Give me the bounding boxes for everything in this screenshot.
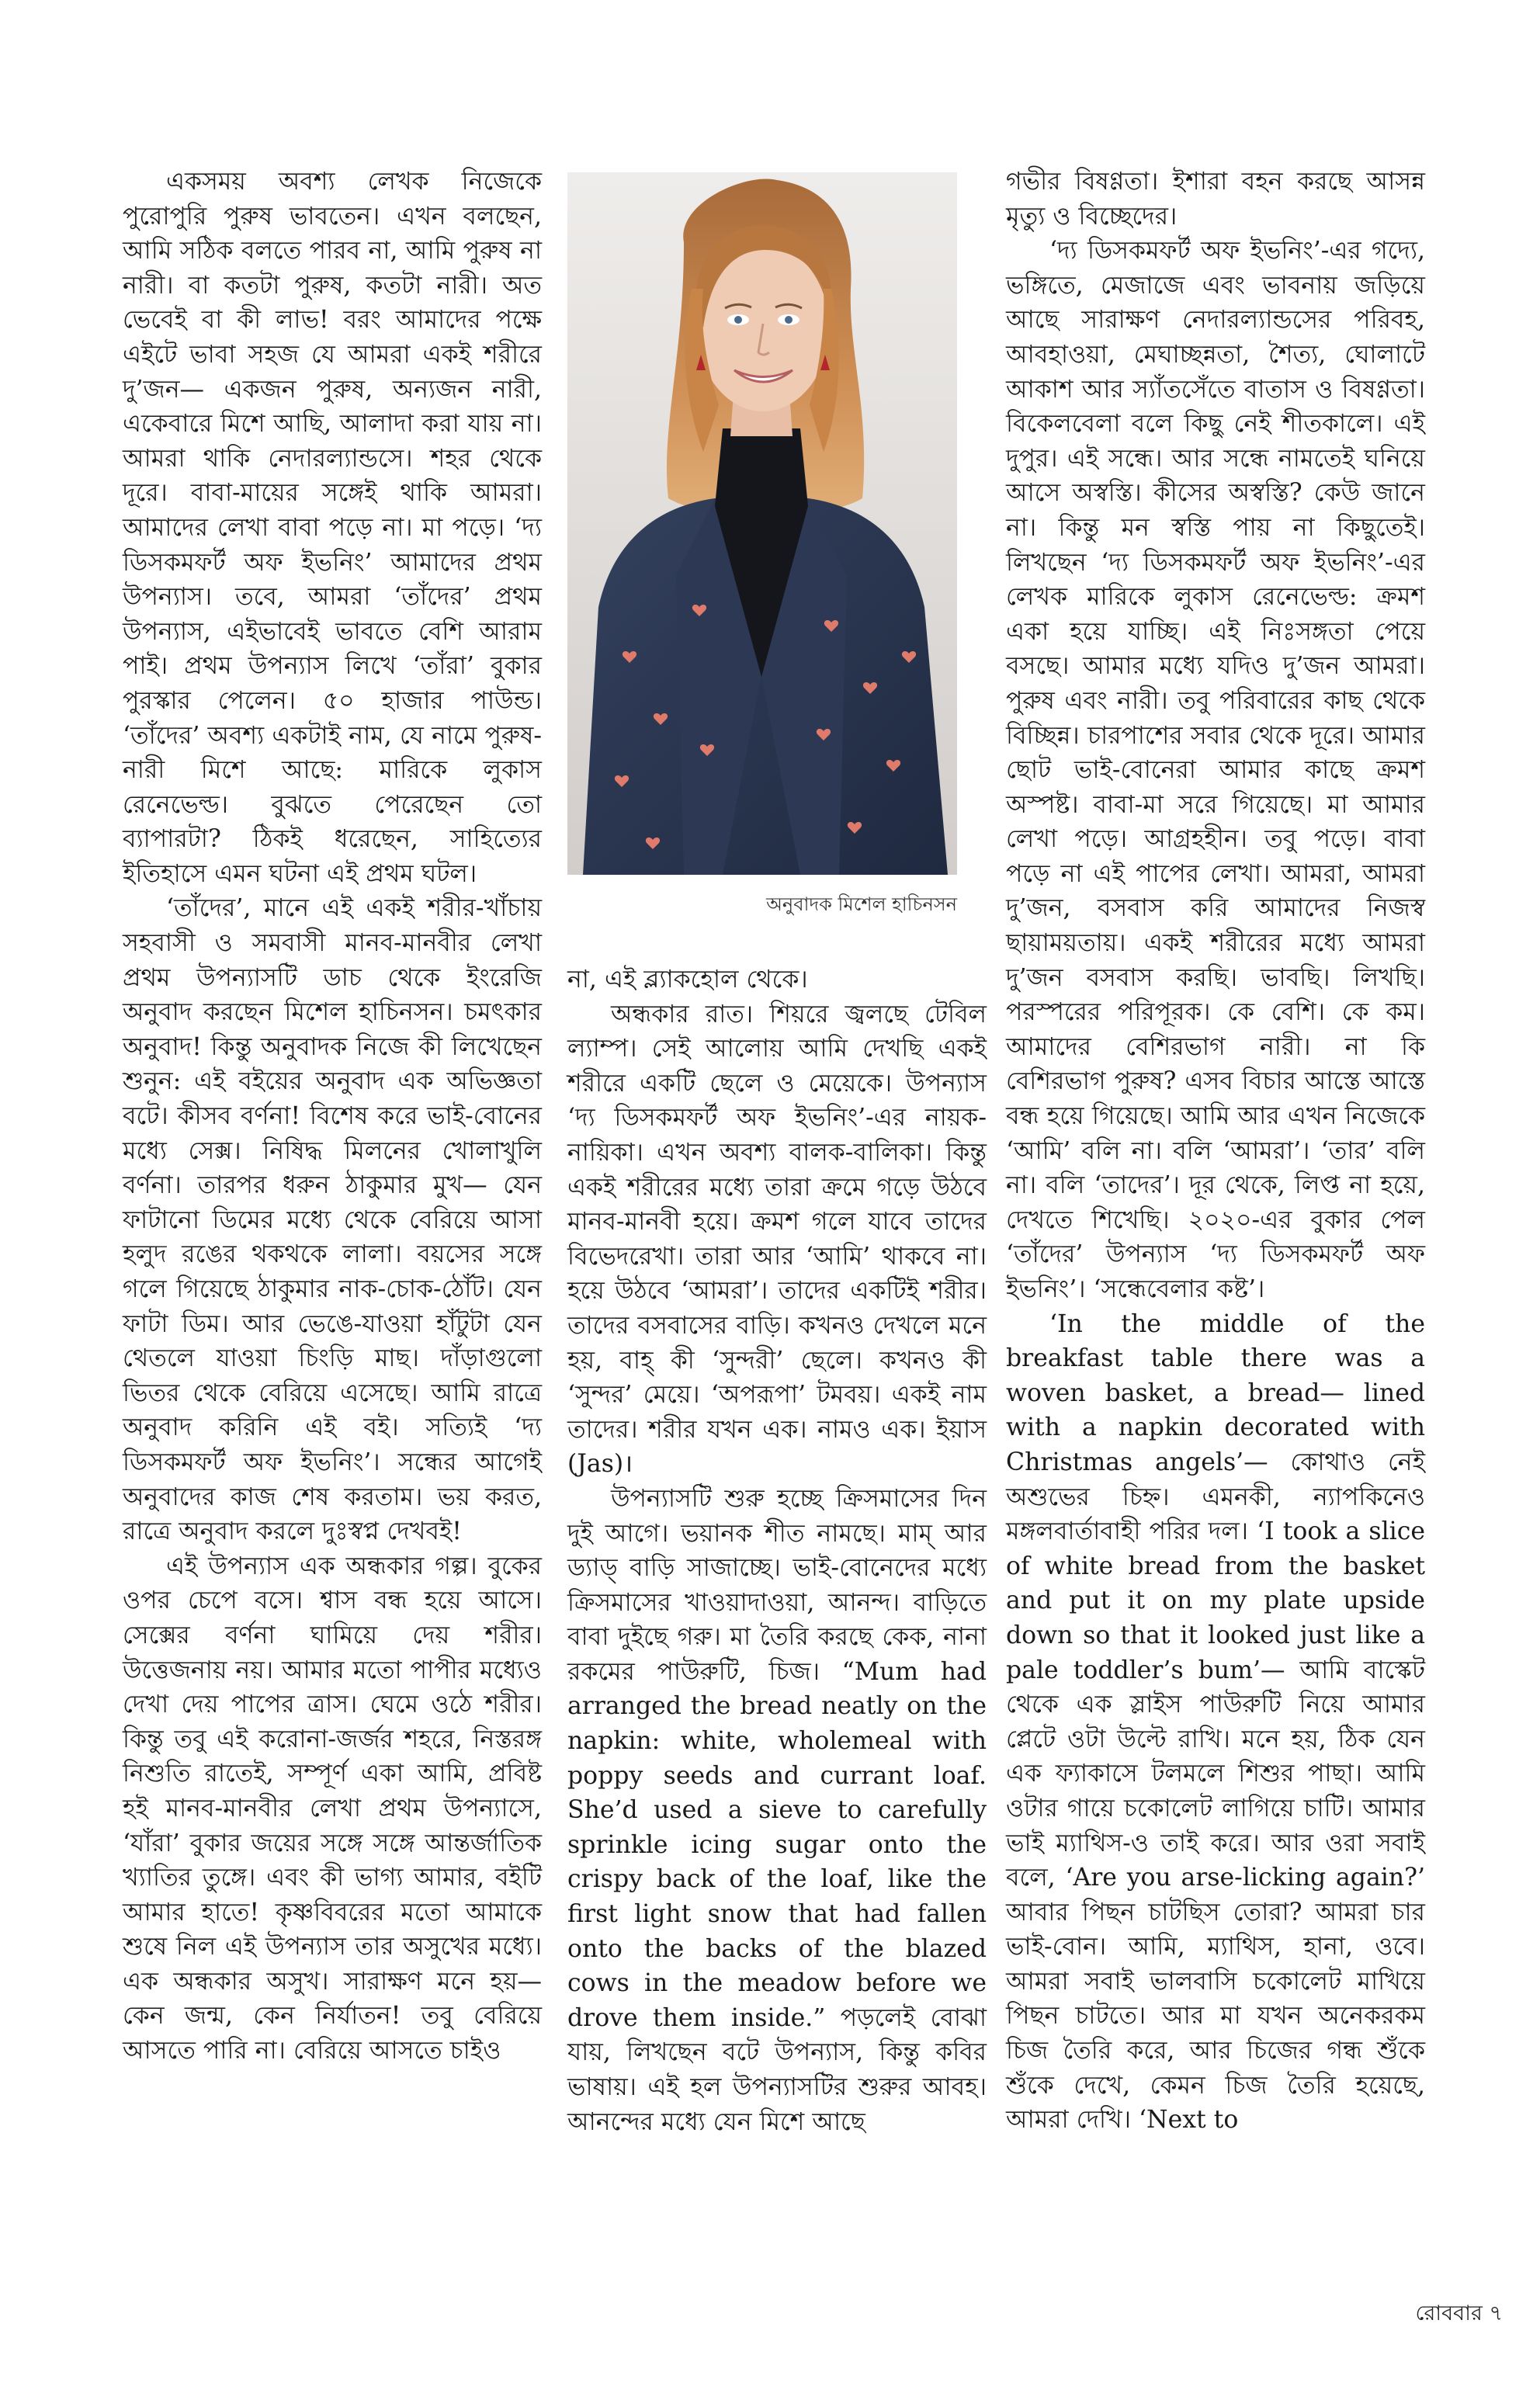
portrait-illustration — [567, 172, 957, 875]
paragraph: উপন্যাসটি শুরু হচ্ছে ক্রিসমাসের দিন দুই আগে। ভয়ানক শীত নামছে। মাম্‌ আর ড্যাড্‌ বাড়ি সাজাচ্ছে। ভাই-বোনেদের মধ্যে ক্রিসমাসের খাওয়াদাওয়া, আনন্দ। বাড়িতে বাবা দুইছে গরু। মা তৈরি করছে কেক, নানা রকমের পাউরুটি, চিজ। “Mum had arranged the bread neatly on the napkin: white, wholemeal with poppy seeds and currant loaf. She’d used a sieve to carefully sprinkle icing sugar onto the crispy back of the loaf, like the first light snow that had fallen onto the backs of the blazed cows in the meadow before we drove them inside.” পড়লেই বোঝা যায়, লিখছেন বটে উপন্যাস, কিন্তু কবির ভাষায়। এই হল উপন্যাসটির শুরুর আবহ। আনন্দের মধ্যে যেন মিশে আছে — [567, 1484, 987, 2136]
article-column-2 — [567, 962, 987, 2139]
article-column-3 — [1006, 165, 1425, 2138]
paragraph: এই উপন্যাস এক অন্ধকার গল্প। বুকের ওপর চেপে বসে। শ্বাস বন্ধ হয়ে আসে। সেক্সের বর্ণনা ঘামিয়ে দেয় শরীর। উত্তেজনায় নয়। আমার মতো পাপীর মধ্যেও দেখা দেয় পাপের ত্রাস। ঘেমে ওঠে শরীর। কিন্তু তবু এই করোনা-জর্জর শহরে, নিস্তরঙ্গ নিশুতি রাতেই, সম্পূর্ণ একা আমি, প্রবিষ্ট হই মানব-মানবীর লেখা প্রথম উপন্যাসে, ‘যাঁরা’ বুকার জয়ের সঙ্গে সঙ্গে আন্তর্জাতিক খ্যাতির তুঙ্গে। এবং কী ভাগ্য আমার, বইটি আমার হাতে! কৃষ্ণবিবরের মতো আমাকে শুষে নিল এই উপন্যাস তার অসুখের মধ্যে। এক অন্ধকার অসুখ। সারাক্ষণ মনে হয়— কেন জন্ম, কেন নির্যাতন! তবু বেরিয়ে আসতে পারি না। বেরিয়ে আসতে চাইও — [123, 1552, 542, 2065]
paragraph: গভীর বিষণ্ণতা। ইশারা বহন করছে আসন্ন মৃত্যু ও বিচ্ছেদের। — [1006, 168, 1425, 231]
paragraph: না, এই ব্ল্যাকহোল থেকে। — [567, 966, 808, 994]
paragraph: অন্ধকার রাত। শিয়রে জ্বলছে টেবিল ল্যাম্প। সেই আলোয় আমি দেখছি একই শরীরে একটি ছেলে ও মেয়েকে। উপন্যাস ‘দ্য ডিসকমফর্ট অফ ইভনিং’-এর নায়ক-নায়িকা। এখন অবশ্য বালক-বালিকা। কিন্তু একই শরীরের মধ্যে তারা ক্রমে গড়ে উঠবে মানব-মানবী হয়ে। ক্রমশ গলে যাবে তাদের বিভেদরেখা। তারা আর ‘আমি’ থাকবে না। হয়ে উঠবে ‘আমরা’। তাদের একটিই শরীর। তাদের বসবাসের বাড়ি। কখনও দেখলে মনে হয়, বাহ্‌ কী ‘সুন্দরী’ ছেলে। কখনও কী ‘সুন্দর’ মেয়ে। ‘অপরূপা’ টমবয়। একই নাম তাদের। শরীর যখন এক। নামও এক। ইয়াস (Jas)। — [567, 1000, 987, 1479]
page-footer: রোববার ৭ — [1415, 2301, 1503, 2325]
paragraph: ‘তাঁদের’, মানে এই একই শরীর-খাঁচায় সহবাসী ও সমবাসী মানব-মানবীর লেখা প্রথম উপন্যাসটি ডাচ থেকে ইংরেজি অনুবাদ করছেন মিশেল হাচিনসন। চমৎকার অনুবাদ! কিন্তু অনুবাদক নিজে কী লিখেছেন শুনুন: এই বইয়ের অনুবাদ এক অভিজ্ঞতা বটে। কীসব বর্ণনা! বিশেষ করে ভাই-বোনের মধ্যে সেক্স। নিষিদ্ধ মিলনের খোলাখুলি বর্ণনা। তারপর ধরুন ঠাকুমার মুখ— যেন ফাটানো ডিমের মধ্যে থেকে বেরিয়ে আসা হলুদ রঙের থকথকে লালা। বয়সের সঙ্গে গলে গিয়েছে ঠাকুমার নাক-চোক-ঠোঁট। যেন ফাটা ডিম। আর ভেঙে-যাওয়া হাঁটুটা যেন থেতলে যাওয়া চিংড়ি মাছ। দাঁড়াগুলো ভিতর থেকে বেরিয়ে এসেছে। আমি রাত্রে অনুবাদ করিনি এই বই। সত্যিই ‘দ্য ডিসকমফর্ট অফ ইভনিং’। সন্ধের আগেই অনুবাদের কাজ শেষ করতাম। ভয় করত, রাত্রে অনুবাদ করলে দুঃস্বপ্ন দেখবই! — [123, 894, 542, 1546]
paragraph: ‘In the middle of the breakfast table there was a woven basket, a bread— lined with a napkin decorated with Christmas angels’— কোথাও নেই অশুভের চিহ্ন। এমনকী, ন্যাপকিনেও মঙ্গলবার্তাবাহী পরির দল। ‘I took a slice of white bread from the basket and put it on my plate upside down so that it looked just like a pale toddler’s bum’— আমি বাস্কেট থেকে এক স্লাইস পাউরুটি নিয়ে আমার প্লেটে ওটা উল্টে রাখি। মনে হয়, ঠিক যেন এক ফ্যাকাসে টলমলে শিশুর পাছা। আমি ওটার গায়ে চকোলেট লাগিয়ে চাটি। আমার ভাই ম্যাথিস-ও তাই করে। আর ওরা সবাই বলে, ‘Are you arse-licking again?’ আবার পিছন চাটছিস তোরা? আমরা চার ভাই-বোন। আমি, ম্যাথিস, হানা, ওবে। আমরা সবাই ভালবাসি চকোলেট মাখিয়ে পিছন চাটতে। আর মা যখন অনেকরকম চিজ তৈরি করে, আর চিজের গন্ধ শুঁকে শুঁকে দেখে, কেমন চিজ তৈরি হয়েছে, আমরা দেখি। ‘Next to — [1006, 1309, 1425, 2135]
paragraph: একসময় অবশ্য লেখক নিজেকে পুরোপুরি পুরুষ ভাবতেন। এখন বলছেন, আমি সঠিক বলতে পারব না, আমি পুরুষ না নারী। বা কতটা পুরুষ, কতটা নারী। অত ভেবেই বা কী লাভ! বরং আমাদের পক্ষে এইটে ভাবা সহজ যে আমরা একই শরীরে দু’জন— একজন পুরুষ, অন্যজন নারী, একেবারে মিশে আছি, আলাদা করা যায় না। আমরা থাকি নেদারল্যান্ডসে। শহর থেকে দূরে। বাবা-মায়ের সঙ্গেই থাকি আমরা। আমাদের লেখা বাবা পড়ে না। মা পড়ে। ‘দ্য ডিসকমফর্ট অফ ইভনিং’ আমাদের প্রথম উপন্যাস। তবে, আমরা ‘তাঁদের’ প্রথম উপন্যাস, এইভাবেই ভাবতে বেশি আরাম পাই। প্রথম উপন্যাস লিখে ‘তাঁরা’ বুকার পুরস্কার পেলেন। ৫০ হাজার পাউন্ড। ‘তাঁদের’ অবশ্য একটাই নাম, যে নামে পুরুষ-নারী মিশে আছে: মারিকে লুকাস রেনেভেল্ড। বুঝতে পেরেছেন তো ব্যাপারটা? ঠিকই ধরেছেন, সাহিত্যের ইতিহাসে এমন ঘটনা এই প্রথম ঘটল। — [123, 168, 542, 888]
paragraph: ‘দ্য ডিসকমফর্ট অফ ইভনিং’-এর গদ্যে, ভঙ্গিতে, মেজাজে এবং ভাবনায় জড়িয়ে আছে সারাক্ষণ নেদারল্যান্ডসের পরিবহ, আবহাওয়া, মেঘাচ্ছন্নতা, শৈত্য, ঘোলাটে আকাশ আর স্যাঁতসেঁতে বাতাস ও বিষণ্ণতা। বিকেলবেলা বলে কিছু নেই শীতকালে। এই দুপুর। এই সন্ধে। আর সন্ধে নামতেই ঘনিয়ে আসে অস্বস্তি। কীসের অস্বস্তি? কেউ জানে না। কিন্তু মন স্বস্তি পায় না কিছুতেই। লিখছেন ‘দ্য ডিসকমফর্ট অফ ইভনিং’-এর লেখক মারিকে লুকাস রেনেভেল্ড: ক্রমশ একা হয়ে যাচ্ছি। এই নিঃসঙ্গতা পেয়ে বসছে। আমার মধ্যে যদিও দু’জন আমরা। পুরুষ এবং নারী। তবু পরিবারের কাছ থেকে বিচ্ছিন্ন। চারপাশের সবার থেকে দূরে। আমার ছোট ভাই-বোনেরা আমার কাছে ক্রমশ অস্পষ্ট। বাবা-মা সরে গিয়েছে। মা আমার লেখা পড়ে। আগ্রহহীন। তবু পড়ে। বাবা পড়ে না এই পাপের লেখা। আমরা, আমরা দু’জন, বসবাস করি আমাদের নিজস্ব ছায়াময়তায়। একই শরীরের মধ্যে আমরা দু’জন বসবাস করছি। ভাবছি। লিখছি। পরস্পরের পরিপূরক। কে বেশি। কে কম। আমাদের বেশিরভাগ নারী। না কি বেশিরভাগ পুরুষ? এসব বিচার আস্তে আস্তে বন্ধ হয়ে গিয়েছে। আমি আর এখন নিজেকে ‘আমি’ বলি না। বলি ‘আমরা’। ‘তার’ বলি না। বলি ‘তাদের’। দূর থেকে, লিপ্ত না হয়ে, দেখতে শিখেছি। ২০২০-এর বুকার পেল ‘তাঁদের’ উপন্যাস ‘দ্য ডিসকমফর্ট অফ ইভনিং’। ‘সন্ধেবেলার কষ্ট’। — [1006, 237, 1425, 1303]
photo-caption: অনুবাদক মিশেল হাচিনসন — [766, 893, 957, 915]
translator-portrait — [567, 172, 957, 875]
article-column-1 — [123, 165, 542, 2069]
